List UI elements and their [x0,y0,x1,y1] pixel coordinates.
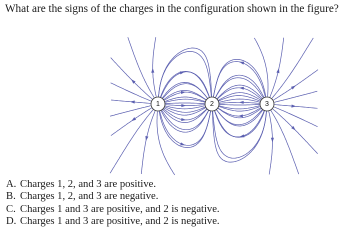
option-c[interactable] [6,204,220,216]
charge-1 [151,97,165,111]
option-c-letter: C. [6,203,16,215]
option-d[interactable] [6,216,220,228]
field-line [269,111,273,174]
field-arrow [239,62,244,65]
field-line [111,83,152,101]
option-a[interactable] [6,179,220,191]
charge-3-label: 3 [265,101,269,108]
field-line [159,110,211,147]
field-arrow [239,101,244,104]
field-line [214,110,264,137]
field-line [212,111,266,162]
field-arrow [180,142,185,145]
field-line [157,112,175,175]
field-line [161,72,210,98]
option-a-letter: A. [6,179,17,190]
field-arrow [151,68,154,73]
field-line [110,110,153,174]
field-arrow [291,86,296,90]
field-arrow [181,104,186,107]
field-line [160,111,211,146]
field-line [165,106,205,109]
charge-1-label: 1 [156,101,160,108]
field-line [273,70,318,100]
field-line [273,109,318,154]
option-b-text: Charges 1, 2, and 3 are negative. [20,191,159,203]
field-line [213,59,266,97]
option-d-letter: D. [6,216,17,228]
option-b[interactable] [6,191,220,203]
field-arrow [271,138,274,143]
option-c-text: Charges 1 and 3 are positive, and 2 is negative. [20,203,220,215]
field-line [141,111,155,174]
field-line [274,91,317,102]
question-text: What are the signs of the charges in the configuration shown in the figure? [5,3,339,15]
field-line [274,107,318,127]
field-line [219,102,260,103]
option-d-text: Charges 1 and 3 are positive, and 2 is negative. [20,216,220,228]
field-line [166,105,207,106]
field-arrow [131,117,136,121]
field-line [219,99,260,102]
field-line [165,103,205,104]
option-a-text: Charges 1, 2, and 3 are positive. [20,179,157,190]
field-line [159,48,212,97]
field-arrow [276,68,279,73]
charge-2 [205,97,219,111]
field-arrow [238,114,243,117]
answer-options [6,179,220,229]
field-line [220,104,261,105]
field-arrow [239,87,244,90]
field-line [111,108,152,136]
charge-2-label: 2 [210,101,214,108]
option-b-letter: B. [6,191,16,203]
field-line [153,37,157,96]
field-line [270,38,284,97]
charge-3 [260,97,274,111]
field-line [110,106,151,117]
